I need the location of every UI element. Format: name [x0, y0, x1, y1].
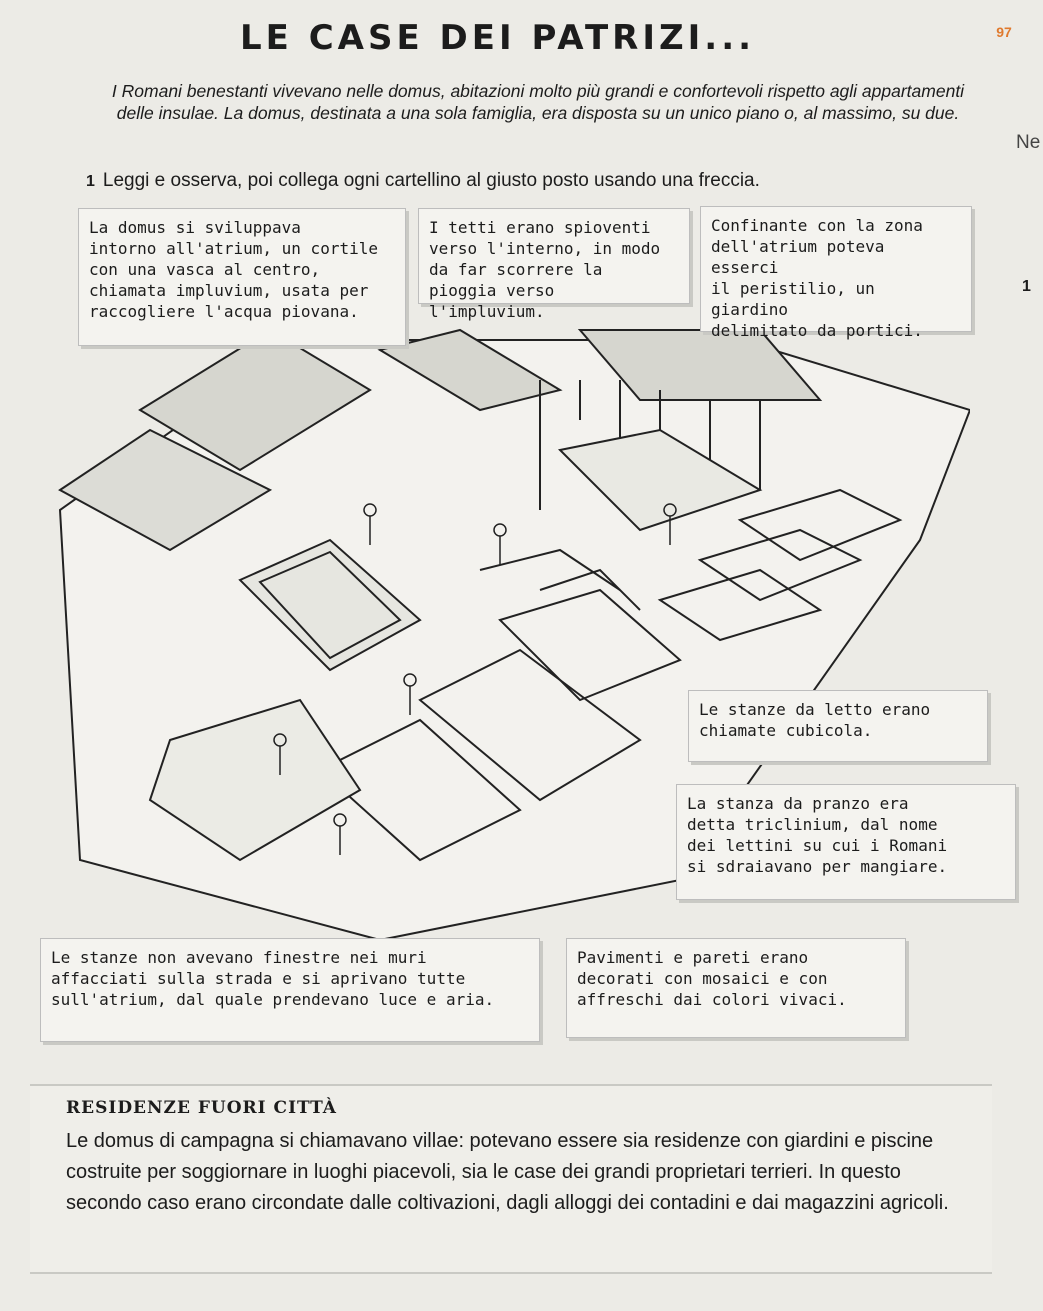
exercise-text: Leggi e osserva, poi collega ogni cartellino al giusto posto usando una freccia. — [102, 170, 760, 191]
card-peristilio-text: Confinante con la zona dell'atrium poteva esserci il peristilio, un giardino delimitato da portici. — [711, 216, 923, 340]
card-triclinium[interactable] — [676, 784, 1016, 900]
card-atrium-text: La domus si sviluppava intorno all'atrium, un cortile con una vasca al centro, chiamata impluvium, usata per raccogliere l'acqua piovana. — [89, 218, 378, 321]
card-finestre-text: Le stanze non avevano finestre nei muri affacciati sulla strada e si aprivano tutte sull'atrium, dal quale prendevano luce e aria. — [51, 948, 495, 1009]
card-mosaici-text: Pavimenti e pareti erano decorati con mosaici e con affreschi dai colori vivaci. — [577, 948, 847, 1009]
card-tetti[interactable] — [418, 208, 690, 321]
card-finestre[interactable] — [40, 938, 540, 1042]
page-number: 97 — [996, 24, 1012, 40]
card-triclinium-text: La stanza da pranzo era detta triclinium, dal nome dei lettini su cui i Romani si sdraiavano per mangiare. — [687, 794, 948, 876]
residenze-title: RESIDENZE FUORI CITTÀ — [66, 1098, 337, 1118]
residenze-box — [30, 1084, 992, 1274]
card-atrium[interactable] — [78, 208, 406, 346]
exercise-number: 1 — [86, 173, 95, 190]
card-cubicola-text: Le stanze da letto erano chiamate cubicola. — [699, 700, 931, 740]
exercise-instruction — [86, 170, 760, 192]
side-note: Ne — [1016, 132, 1041, 153]
card-tetti-text: I tetti erano spioventi verso l'interno, in modo da far scorrere la pioggia verso l'impluvium. — [429, 218, 661, 321]
card-cubicola[interactable] — [688, 690, 988, 762]
intro-paragraph: I Romani benestanti vivevano nelle domus, abitazioni molto più grandi e confortevoli rispetto agli appartamenti delle insulae. La domus, destinata a una sola famiglia, era disposta su un unico piano o, al massimo, su due. — [111, 81, 965, 123]
residenze-text: Le domus di campagna si chiamavano villae: potevano essere sia residenze con giardini e piscine costruite per soggiornare in luoghi piacevoli, sia le case dei grandi proprietari terrieri. In questo secondo caso erano circondate dalle coltivazioni, dagli alloggi dei contadini e dai magazzini agricoli. — [66, 1130, 949, 1214]
side-number: 1 — [1022, 278, 1031, 295]
page-title: LE CASE DEI PATRIZI... — [240, 18, 756, 58]
card-mosaici[interactable] — [566, 938, 906, 1038]
card-peristilio[interactable] — [700, 206, 972, 340]
